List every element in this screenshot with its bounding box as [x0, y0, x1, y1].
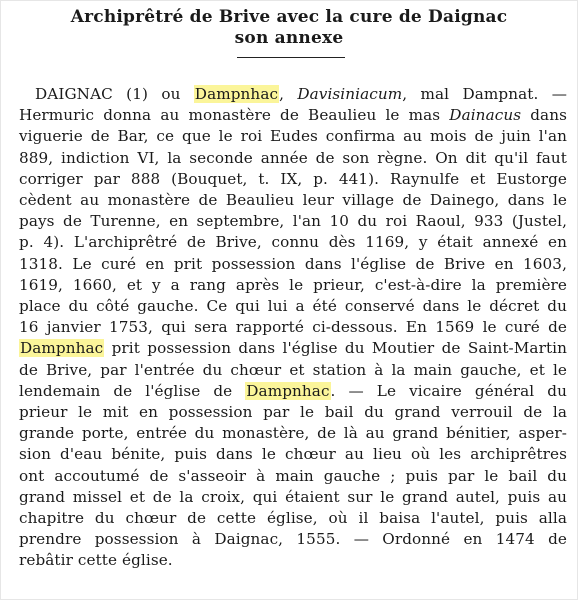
text-run: ,	[279, 85, 298, 103]
text-run: prieur le mit en possession par le bail du grand verrouil de la	[19, 403, 567, 422]
text-run: pays de Turenne, en septembre, l'an 10 du roi Raoul, 933 (Justel,	[19, 212, 567, 231]
text-line	[19, 169, 567, 190]
text-run: ont accoutumé de s'asseoir à main gauche ; puis par le bail du	[19, 466, 567, 485]
text-run: rebâtir cette église.	[19, 551, 173, 570]
highlighted-term: Dampnhac	[194, 85, 279, 103]
text-line	[19, 317, 567, 338]
text-run: cèdent au monastère de Beaulieu leur village de Dainego, dans le	[19, 191, 567, 210]
text-run: viguerie de Bar, ce que le roi Eudes confirma au mois de juin l'an	[19, 127, 567, 146]
text-line	[19, 126, 567, 147]
text-line	[19, 105, 567, 126]
text-run: dans	[521, 106, 567, 125]
text-run: grand missel et de la croix, qui étaient sur le grand autel, puis au	[19, 487, 567, 506]
italic-term: Dainacus	[449, 106, 522, 125]
text-line	[19, 444, 567, 465]
text-run: de Brive, par l'entrée du chœur et station à la main gauche, et le	[19, 360, 567, 379]
text-run: prendre possession à Daignac, 1555. — Ordonné en 1474 de	[19, 530, 567, 549]
text-line	[19, 148, 567, 169]
text-run: 16 janvier 1753, qui sera rapporté ci-dessous. En 1569 le curé de	[19, 318, 567, 337]
text-line	[19, 423, 567, 444]
text-run: grande porte, entrée du monastère, de là au grand bénitier, asper-	[19, 424, 567, 443]
title-line-1: Archiprêtré de Brive avec la cure de Daignac	[70, 7, 508, 27]
text-line	[19, 550, 567, 571]
text-line	[19, 84, 567, 105]
page-title	[1, 7, 577, 49]
text-run: chapitre du chœur de cette église, où il baisa l'autel, puis alla	[19, 509, 567, 528]
text-line	[19, 529, 567, 550]
title-line-2: son annexe	[234, 28, 344, 48]
text-run: . — Le vicaire général du	[330, 381, 567, 400]
body-paragraph	[19, 84, 567, 572]
highlighted-term: Dampnhac	[246, 381, 330, 400]
italic-term: Davisiniacum	[297, 85, 403, 103]
text-run: 1619, 1660, et y a rang après le prieur, c'est-à-dire la première	[19, 275, 567, 294]
text-run: p. 4). L'archiprêtré de Brive, connu dès 1169, y était annexé en	[19, 233, 567, 252]
text-run: DAIGNAC (1) ou	[35, 85, 194, 103]
text-run: 889, indiction VI, la seconde année de son règne. On dit qu'il faut	[19, 148, 567, 167]
text-line	[19, 360, 567, 381]
text-run: prit possession dans l'église du Moutier de Saint-Martin	[104, 339, 567, 358]
text-run: 1318. Le curé en prit possession dans l'église de Brive en 1603,	[19, 254, 567, 273]
text-line	[19, 275, 567, 296]
text-line	[19, 338, 567, 359]
text-line	[19, 381, 567, 402]
text-line	[19, 211, 567, 232]
text-line	[19, 487, 567, 508]
highlighted-term: Dampnhac	[20, 339, 104, 358]
text-run: Hermuric donna au monastère de Beaulieu le mas	[19, 106, 450, 125]
text-line	[19, 466, 567, 487]
text-line	[19, 190, 567, 211]
text-run: sion d'eau bénite, puis dans le chœur au lieu où les archiprêtres	[19, 445, 567, 464]
text-line	[19, 232, 567, 253]
text-line	[19, 402, 567, 423]
text-line	[19, 508, 567, 529]
text-run: place du côté gauche. Ce qui lui a été conservé dans le décret du	[19, 297, 567, 316]
text-run: lendemain de l'église de	[19, 381, 246, 400]
text-run: corriger par 888 (Bouquet, t. IX, p. 441). Raynulfe et Eustorge	[19, 169, 567, 188]
text-line	[19, 254, 567, 275]
text-run: , mal Dampnat. —	[402, 85, 567, 103]
title-divider	[237, 57, 345, 58]
text-line	[19, 296, 567, 317]
